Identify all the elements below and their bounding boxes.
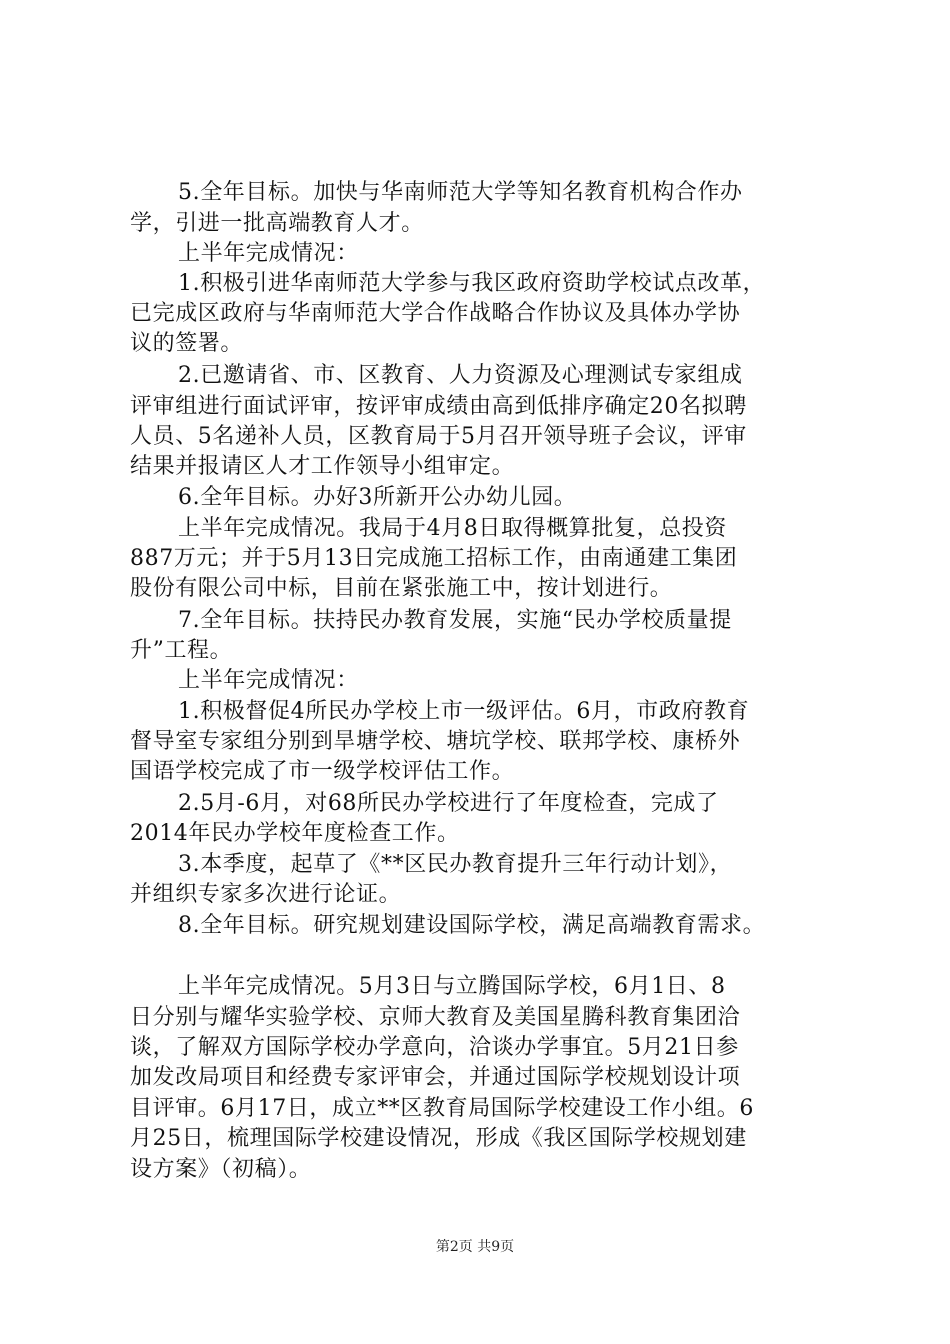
paragraph-line: 结果并报请区人才工作领导小组审定。 [130,454,515,479]
paragraph-line: 目评审。6月17日，成立**区教育局国际学校建设工作小组。6 [130,1096,754,1121]
paragraph-line: 2.已邀请省、市、区教育、人力资源及心理测试专家组成 [178,363,743,388]
paragraph-line: 1.积极引进华南师范大学参与我区政府资助学校试点改革， [178,271,766,296]
paragraph-line: 6.全年目标。办好3所新开公办幼儿园。 [178,485,577,510]
paragraph-line: 上半年完成情况。我局于4月8日取得概算批复，总投资 [178,516,727,541]
paragraph-line: 月25日，梳理国际学校建设情况，形成《我区国际学校规划建 [130,1126,747,1151]
paragraph-line: 3.本季度，起草了《**区民办教育提升三年行动计划》， [178,852,733,877]
paragraph-line: 国语学校完成了市一级学校评估工作。 [130,759,515,784]
paragraph-line: 1.积极督促4所民办学校上市一级评估。6月，市政府教育 [178,699,750,724]
paragraph-line: 股份有限公司中标，目前在紧张施工中，按计划进行。 [130,576,673,601]
paragraph-line: 评审组进行面试评审，按评审成绩由高到低排序确定20名拟聘 [130,394,747,419]
paragraph-line: 日分别与耀华实验学校、京师大教育及美国星腾科教育集团洽 [130,1005,741,1030]
paragraph-line: 设方案》（初稿）。 [130,1157,312,1182]
paragraph-line: 人员、5名递补人员，区教育局于5月召开领导班子会议，评审 [130,424,747,449]
paragraph-line: 学，引进一批高端教育人才。 [130,211,424,236]
paragraph-line: 升”工程。 [130,638,233,663]
page-footer: 第2页 共9页 [435,1239,515,1255]
paragraph-line: 2.5月-6月，对68所民办学校进行了年度检查，完成了 [178,791,719,816]
paragraph-line: 议的签署。 [130,331,244,356]
paragraph-line: 谈，了解双方国际学校办学意向，洽谈办学事宜。5月21日参 [130,1035,739,1060]
paragraph-line: 7.全年目标。扶持民办教育发展，实施“民办学校质量提 [178,608,732,633]
paragraph-line: 督导室专家组分别到旱塘学校、塘坑学校、联邦学校、康桥外 [130,729,741,754]
paragraph-line: 上半年完成情况。5月3日与立腾国际学校，6月1日、8 [178,974,726,999]
paragraph-line: 已完成区政府与华南师范大学合作战略合作协议及具体办学协 [130,301,741,326]
paragraph-line: 并组织专家多次进行论证。 [130,882,402,907]
paragraph-line: 上半年完成情况： [178,668,359,693]
paragraph-line: 887万元；并于5月13日完成施工招标工作，由南通建工集团 [130,546,738,571]
paragraph-line: 8.全年目标。研究规划建设国际学校，满足高端教育需求。 [178,913,766,938]
paragraph-line: 加发改局项目和经费专家评审会，并通过国际学校规划设计项 [130,1065,741,1090]
paragraph-line: 5.全年目标。加快与华南师范大学等知名教育机构合作办 [178,180,743,205]
paragraph-line: 上半年完成情况： [178,241,359,266]
paragraph-line: 2014年民办学校年度检查工作。 [130,821,460,846]
